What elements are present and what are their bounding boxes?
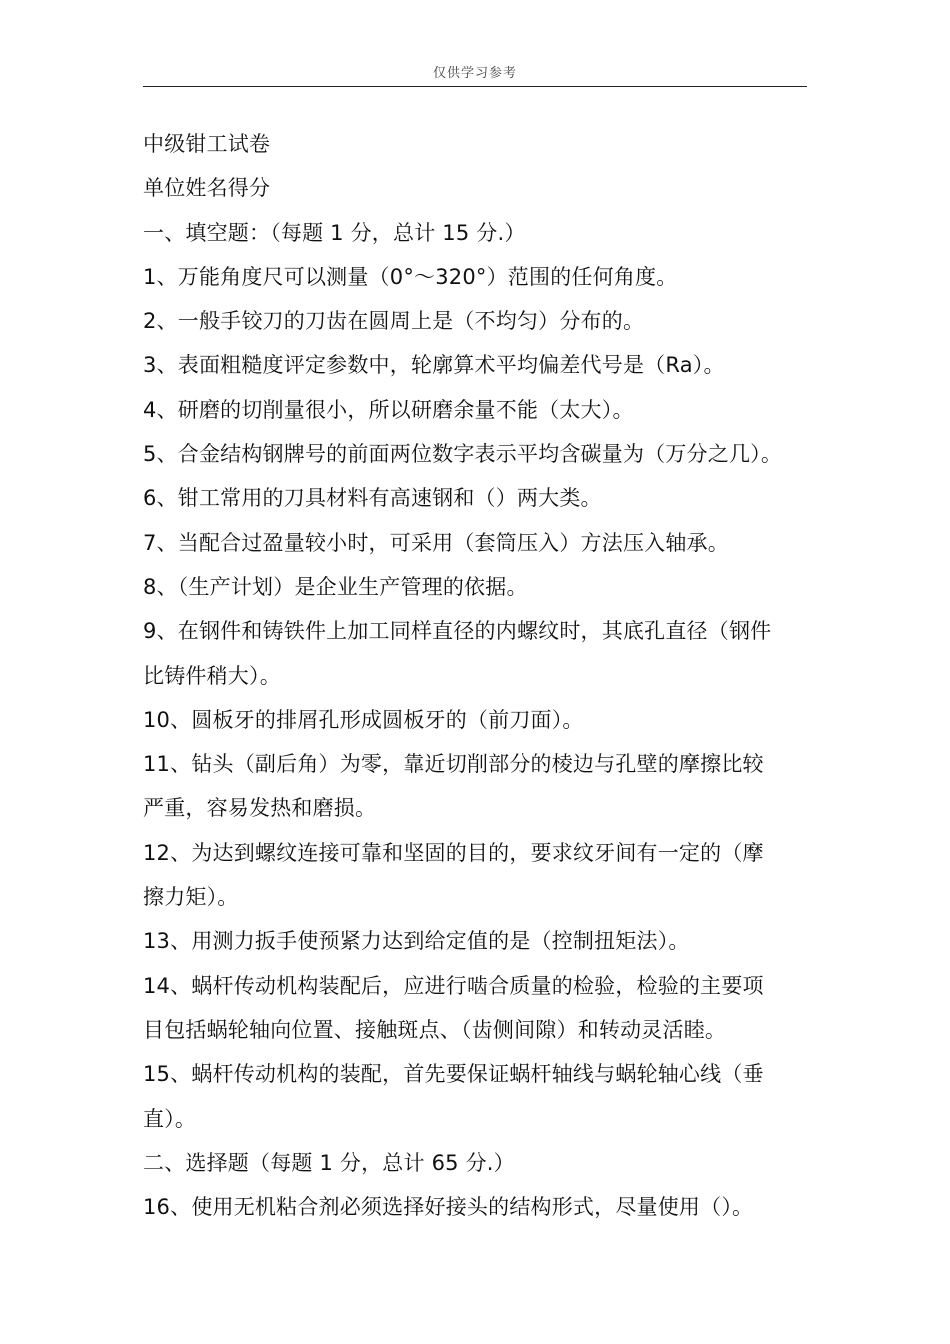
question-line: 2、一般手铰刀的刀齿在圆周上是（不均匀）分布的。: [143, 309, 645, 334]
question-line-continued: 严重，容易发热和磨损。: [143, 796, 377, 821]
document-title: 中级钳工试卷: [143, 132, 271, 156]
question-line: 15、蜗杆传动机构的装配，首先要保证蜗杆轴线与蜗轮轴心线（垂: [143, 1062, 764, 1087]
question-line-continued: 比铸件稍大）。: [143, 663, 281, 688]
question-line: 13、用测力扳手使预紧力达到给定值的是（控制扭矩法）。: [143, 929, 690, 954]
question-line: 1、万能角度尺可以测量（0°～320°）范围的任何角度。: [143, 264, 678, 289]
section-heading-multiple-choice: 二、选择题（每题 1 分，总计 65 分.）: [143, 1150, 515, 1175]
question-line: 6、钳工常用的刀具材料有高速钢和（）两大类。: [143, 486, 602, 511]
document-body: [143, 122, 813, 1229]
question-line: 7、当配合过盈量较小时，可采用（套筒压入）方法压入轴承。: [143, 530, 729, 555]
question-line-continued: 目包括蜗轮轴向位置、接触斑点、（齿侧间隙）和转动灵活睦。: [143, 1017, 727, 1042]
question-line: 11、钻头（副后角）为零，靠近切削部分的棱边与孔壁的摩擦比较: [143, 752, 764, 777]
question-line: 3、表面粗糙度评定参数中，轮廓算术平均偏差代号是（Ra）。: [143, 353, 725, 378]
question-line: 12、为达到螺纹连接可靠和坚固的目的，要求纹牙间有一定的（摩: [143, 840, 764, 865]
info-line: 单位姓名得分: [143, 176, 271, 201]
question-line: 4、研磨的切削量很小，所以研磨余量不能（太大）。: [143, 397, 634, 422]
page-header: [143, 62, 807, 87]
question-line-continued: 直）。: [143, 1106, 197, 1131]
question-line: 8、（生产计划）是企业生产管理的依据。: [143, 574, 528, 599]
question-line: 14、蜗杆传动机构装配后，应进行啮合质量的检验，检验的主要项: [143, 973, 764, 998]
question-line: 10、圆板牙的排屑孔形成圆板牙的（前刀面）。: [143, 707, 584, 732]
question-line: 5、合金结构钢牌号的前面两位数字表示平均含碳量为（万分之几）。: [143, 442, 783, 467]
question-line-continued: 擦力矩）。: [143, 885, 239, 910]
question-line: 16、使用无机粘合剂必须选择好接头的结构形式，尽量使用（）。: [143, 1195, 754, 1220]
question-line: 9、在钢件和铸铁件上加工同样直径的内螺纹时，其底孔直径（钢件: [143, 619, 772, 644]
header-text: 仅供学习参考: [432, 66, 517, 81]
section-heading-fill-blank: 一、填空题：（每题 1 分，总计 15 分.）: [143, 220, 526, 245]
